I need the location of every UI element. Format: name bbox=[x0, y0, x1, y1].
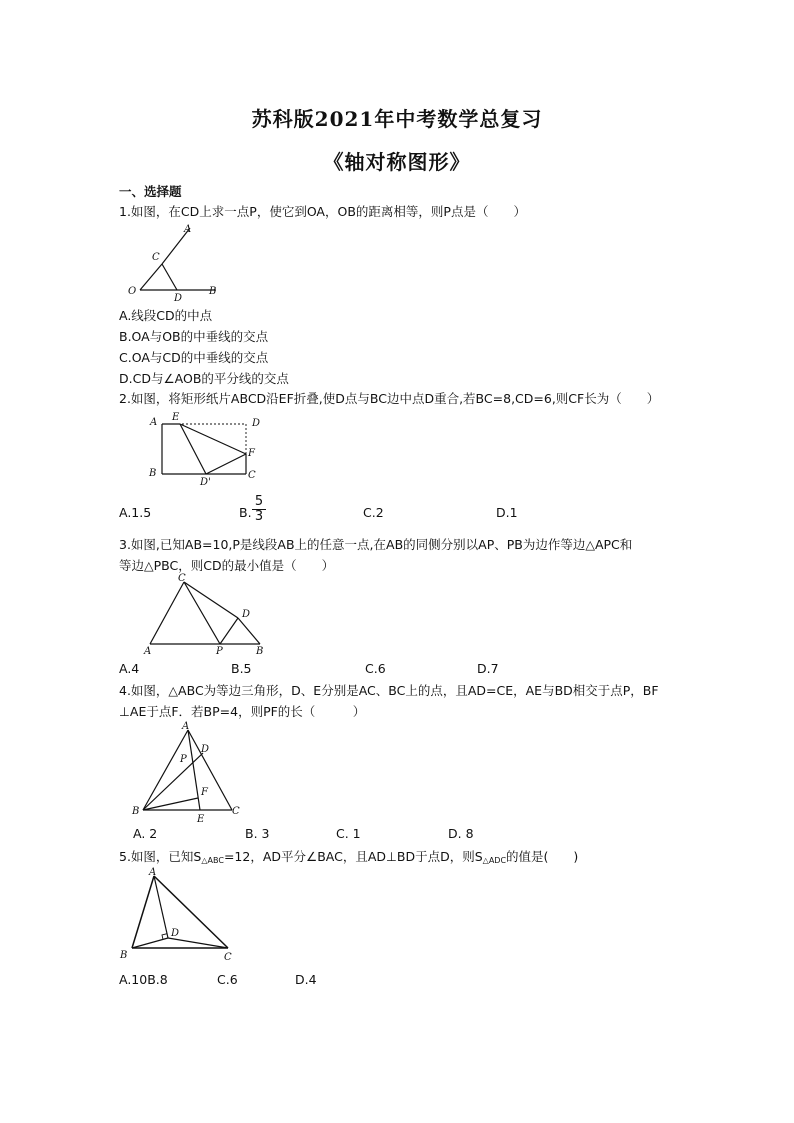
q1-label-b: B bbox=[209, 286, 217, 297]
q3-option-c: C.6 bbox=[365, 661, 386, 676]
q4-option-b: B. 3 bbox=[245, 826, 270, 841]
q5-option-ab: A.10B.8 bbox=[119, 972, 168, 987]
q1-option-a: A.线段CD的中点 bbox=[119, 308, 213, 323]
worksheet-subtitle: 《轴对称图形》 bbox=[323, 150, 471, 174]
q3-label-a: A bbox=[144, 646, 152, 657]
q2-stem: 2.如图，将矩形纸片ABCD沿EF折叠,使D点与BC边中点D重合,若BC=8,CD=6,则CF长为（ ） bbox=[119, 391, 660, 406]
worksheet-title: 苏科版2021年中考数学总复习 bbox=[251, 107, 543, 131]
q1-option-c: C.OA与CD的中垂线的交点 bbox=[119, 350, 269, 365]
q4-label-e: E bbox=[197, 814, 205, 825]
q5-stem-sub-adc: △ADC bbox=[482, 856, 507, 865]
q4-stem-line2: ⊥AE于点F．若BP=4，则PF的长（ ） bbox=[119, 704, 366, 719]
q3-label-p: P bbox=[216, 646, 223, 657]
q1-option-d: D.CD与∠AOB的平分线的交点 bbox=[119, 371, 289, 386]
q2-label-e: E bbox=[172, 412, 180, 423]
q2-label-d: D bbox=[252, 418, 261, 429]
q5-stem-part-c: 的值是( ) bbox=[506, 849, 579, 864]
q5-stem bbox=[119, 847, 578, 865]
q4-option-d: D. 8 bbox=[448, 826, 474, 841]
q4-figure bbox=[128, 720, 246, 824]
q3-stem-line2: 等边△PBC，则CD的最小值是（ ） bbox=[119, 558, 335, 573]
q2-fraction-denominator: 3 bbox=[254, 509, 264, 524]
q3-label-c: C bbox=[178, 573, 186, 584]
q4-label-p: P bbox=[180, 754, 187, 765]
q4-label-d: D bbox=[201, 744, 210, 755]
q1-option-b: B.OA与OB的中垂线的交点 bbox=[119, 329, 269, 344]
q2-label-c: C bbox=[248, 470, 256, 481]
q3-option-b: B.5 bbox=[231, 661, 252, 676]
q3-option-a: A.4 bbox=[119, 661, 140, 676]
q2-option-b: B. bbox=[239, 505, 252, 520]
q4-label-f: F bbox=[201, 787, 208, 798]
q1-label-o: O bbox=[128, 286, 137, 297]
q2-fraction bbox=[252, 495, 266, 524]
q3-stem-line1: 3.如图,已知AB=10,P是线段AB上的任意一点,在AB的同侧分别以AP、PB为边作等边△APC和 bbox=[119, 537, 633, 552]
q5-stem-sub-abc: △ABC bbox=[201, 856, 224, 865]
q5-option-c: C.6 bbox=[217, 972, 238, 987]
q5-label-d: D bbox=[171, 928, 180, 939]
q1-figure bbox=[120, 222, 230, 302]
q4-option-c: C. 1 bbox=[336, 826, 361, 841]
q4-label-c: C bbox=[232, 806, 240, 817]
q1-label-d: D bbox=[174, 293, 183, 304]
q2-option-a: A.1.5 bbox=[119, 505, 152, 520]
q2-label-a: A bbox=[150, 417, 158, 428]
q5-label-b: B bbox=[120, 950, 128, 961]
q3-figure bbox=[142, 574, 268, 658]
q5-stem-part-b: =12，AD平分∠BAC，且AD⊥BD于点D，则S bbox=[223, 849, 483, 864]
q2-fraction-numerator: 5 bbox=[252, 495, 266, 510]
q2-label-d-prime: D' bbox=[200, 477, 211, 488]
q2-option-d: D.1 bbox=[496, 505, 518, 520]
q5-label-a: A bbox=[149, 867, 157, 878]
q3-label-d: D bbox=[242, 609, 251, 620]
q2-label-f: F bbox=[248, 448, 255, 459]
q5-option-d: D.4 bbox=[295, 972, 317, 987]
q3-label-b: B bbox=[256, 646, 264, 657]
q1-label-a: A bbox=[184, 224, 192, 235]
q2-figure bbox=[144, 412, 264, 488]
q1-label-c: C bbox=[152, 252, 160, 263]
q3-option-d: D.7 bbox=[477, 661, 499, 676]
q4-label-a: A bbox=[182, 721, 190, 732]
section-heading: 一、选择题 bbox=[119, 184, 182, 199]
q2-option-c: C.2 bbox=[363, 505, 384, 520]
q4-stem-line1: 4.如图，△ABC为等边三角形，D、E分别是AC、BC上的点，且AD=CE，AE与BD相交于点P，BF bbox=[119, 683, 659, 698]
q2-label-b: B bbox=[149, 468, 157, 479]
q5-label-c: C bbox=[224, 952, 232, 963]
q1-stem: 1.如图，在CD上求一点P，使它到OA，OB的距离相等，则P点是（ ） bbox=[119, 204, 526, 219]
q4-label-b: B bbox=[132, 806, 140, 817]
q5-stem-part-a: 5.如图，已知S bbox=[119, 849, 202, 864]
q4-option-a: A. 2 bbox=[133, 826, 158, 841]
q5-figure bbox=[118, 866, 238, 966]
